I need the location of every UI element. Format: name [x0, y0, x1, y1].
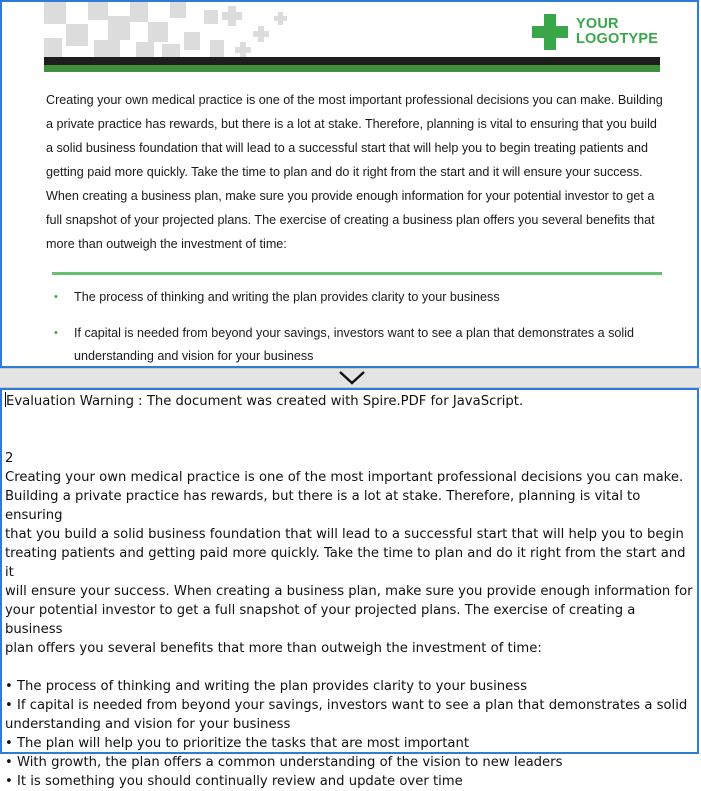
text-line: treating patients and getting paid more quickly. Take the time to plan and do it right from the start and it [5, 546, 690, 580]
text-line: your potential investor to get a full snapshot of your projected plans. The exercise of creating a business [5, 603, 640, 637]
text-line: Creating your own medical practice is one of the most important professional decisions you can make. [5, 470, 684, 485]
header-bar-dark [44, 57, 660, 65]
bullet-line: • It is something you should continually review and update over time [5, 774, 463, 789]
header-bar-green [44, 65, 660, 72]
pane-splitter[interactable] [0, 368, 701, 388]
chevron-down-icon[interactable] [339, 371, 365, 385]
text-line: that you build a solid business foundation that will lead to a successful start that will help you to begin [5, 527, 684, 542]
bullet-line: understanding and vision for your business [5, 717, 291, 732]
bullet-line: • If capital is needed from beyond your savings, investors want to see a plan that demonstrates a solid [5, 698, 688, 713]
pdf-preview-pane[interactable] [0, 0, 699, 368]
medical-cross-icon [532, 14, 568, 50]
logo-line-2: LOGOTYPE [576, 31, 659, 47]
logo-line-1: YOUR [576, 16, 619, 32]
logo-text [576, 17, 658, 47]
text-output-area[interactable] [5, 392, 695, 791]
bullet-marker: • [54, 291, 58, 303]
bullet-text: If capital is needed from beyond your savings, investors want to see a plan that demonstrates a solid understanding and vision for your business [74, 326, 635, 363]
warning-line [5, 392, 695, 411]
blank-line [5, 430, 695, 449]
company-logo [532, 14, 672, 54]
bullet-line: • The process of thinking and writing the plan provides clarity to your business [5, 679, 527, 694]
bullet-line: • With growth, the plan offers a common understanding of the vision to new leaders [5, 755, 563, 770]
evaluation-warning: Evaluation Warning : The document was created with Spire.PDF for JavaScript. [6, 394, 524, 409]
text-line: Building a private practice has rewards, but there is a lot at stake. Therefore, planning is vital to ensuring [5, 489, 645, 523]
section-divider [52, 272, 662, 275]
bullet-text: The process of thinking and writing the plan provides clarity to your business [74, 290, 500, 304]
bullet-line: • The plan will help you to prioritize the tasks that are most important [5, 736, 469, 751]
blank-line [5, 658, 695, 677]
pdf-body-paragraph: Creating your own medical practice is one of the most important professional decisions you can make. Building a private practice has rewards, but there is a lot at stake. Therefore, planning is vital to ensuring that you build a solid business foundation that will lead to a successful start that will help you to begin treating patients and getting paid more quickly. Take the time to plan and do it right from the start and it will ensure your success. When creating a business plan, make sure you provide enough information for your potential investor to get a full snapshot of your projected plans. The exercise of creating a business plan offers you several benefits that more than outweigh the investment of time: [46, 93, 663, 251]
page-number: 2 [5, 451, 14, 466]
blank-line [5, 411, 695, 430]
bullet-marker: • [54, 327, 58, 339]
decorative-cross-pattern [44, 2, 294, 58]
pdf-bullet-item [54, 286, 654, 309]
text-line: plan offers you several benefits that more than outweigh the investment of time: [5, 641, 542, 656]
text-output-pane[interactable] [0, 388, 699, 789]
text-line: will ensure your success. When creating a business plan, make sure you provide enough information for [5, 584, 693, 599]
pdf-bullet-item [54, 322, 654, 368]
